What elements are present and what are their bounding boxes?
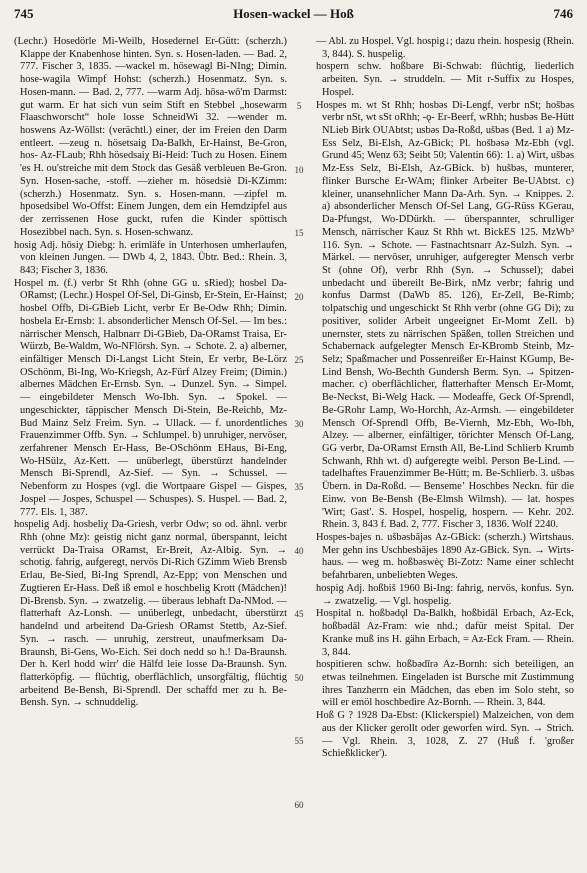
entry-hospig: hospig Adj. hoßbiš 1960 Bi-Ing: fahrig, nervös, konfus. Syn. → zwatzelig. — Vgl. hospelig. bbox=[316, 582, 574, 607]
line-number: 30 bbox=[294, 419, 304, 429]
line-number: 15 bbox=[294, 228, 304, 238]
entry-hospelig: hospelig Adj. hosbeliχ Da-Griesh, verbr Odw; so od. ähnl. verbr Rhh (ohne Mz): geistig nicht ganz normal, überspannt, leicht verrückt Da-Traisa ORamst, Er-Breit, Az-Albig. Syn. → schotig. fahrig, aufgeregt, nervös Di-Rich GZimm Wieb Brensb Erlau, Be-Sied, Bi-Ing Sprendl, Az-Epp; von Menschen und Zugtieren Er-Hass. Deß iß emol e hoschbelig Krott (Mädchen)! Di-Brensb. Syn. → zwatzelig. — überaus lebhaft Da-NMod. — flatterhaft Az-Lonsh. — unüberlegt, unbedacht, überstürzt handelnd und arbeitend Da-Griesh ORamst Stettb, Az-Sief. Syn. → rasch. — unruhig, zerstreut, unaufmerksam Da-Braunsh, Bi-Gens, Wo-Eich. Sei doch nedd so h.! Da-Braunsh. Der h. Kerl hodd wirr' die Hälfd leie losse Da-Braunsh. Syn. flatterköpfig. — flüchtig, oberflächlich, unsorgfältig, flüchtig arbeitend Be-Bensh, Bi-Sprendl. Der schaffd mer zu h. Be-Bensh. Syn. → schnuddelig. bbox=[14, 519, 287, 709]
line-number: 35 bbox=[294, 482, 304, 492]
entry-hospital: Hospital n. hoßbədǫl Da-Balkh, hoßbidāl Erbach, Az-Eck, hoßbədāl Az-Fram: wie nhd.; dafür meist Spital. Der Kranke muß ins H. gähn Erbach, = Az-Eck Fram. — Rhein. 3, 844. bbox=[316, 608, 574, 658]
line-number: 40 bbox=[294, 546, 304, 556]
running-title: Hosen-wackel — Hoß bbox=[233, 6, 354, 21]
entry-hospel-abl: — Abl. zu Hospel. Vgl. hospig↓; dazu rhein. hospesig (Rhein. 3, 844). S. huspelig. bbox=[316, 36, 574, 60]
entry-hosen-wackel: (Lechr.) Hosedörle Mi-Weilb, Hosedernel Er-Gütt: (scherzh.) Klappe der Knabenhose hinten. Syn. s. Hosen-laden. — Bad. 2, 777. Fischer 3, 1835. —wackel m. hösewagl Bi-NIng; Dimin. hose-wagila Wimpf Hohst: (scherzh.) Hosenmatz. Syn. s. Hosen-mann. — Bad. 2, 777. —warm Adj. hōsa-wō'm Darmst: gut warm. Er hat sich vun seim Stift en Stebbel „hosewarm Flaaschworscht“ hole losse Schneid​Wi 32. —wender m. hoswens Az-Wöllst: (verächtl.) einer, der im Freien den Darm entleert. —zeug n. hösetsaig Da-Balkh, Er-Hainst, Be-Gron, hos- Az-FLaub; Rhh hösedsaiχ Bi-Heid: Tuch zu Hosen. Einem 'es H. ou'streiche mit dem Stock das Gesäß verbleuen Be-Gron. Syn. Hosen-sache, -stoff. —zieher m. hösedsiè Di-KZimm: (scherzh.) Hosenmatz. Syn. s. Hosen-mann. —zipfel m. hposedsibel Wo-Offst: Einem Jungen, dem ein Hemdzipfel aus der zerrissenen Hose guckt, rufen die Kinder spöttisch Hosezibbel nach. Syn. s. Hosen-schwanz. bbox=[14, 36, 287, 238]
entry-hospern: hospern schw. hoßbəre Bi-Schwab: flüchtig, liederlich arbeiten. Syn. → struddeln. — Mit r-Suffix zu Hospes, Hospel. bbox=[316, 61, 574, 98]
entry-hoss: Hoß G ? 1928 Da-Ebst: (Klickerspiel) Malzeichen, von dem aus der Klicker gerollt oder geworfen wird. Syn. → Strich. — Vgl. Rhein. 3, 1028, Z. 27 (Huß f. 'großer Schießklicker'). bbox=[316, 710, 574, 760]
line-number: 45 bbox=[294, 609, 304, 619]
line-number: 25 bbox=[294, 355, 304, 365]
entry-hospel: Hospel m. (f.) verbr St Rhh (ohne GG u. sRied); hosbel Da-ORamst; (Lechr.) Hospel Of-Sel, Di-Ginsb, Er-Stein, Er-Hainst; hosbel Offb, Di-GBieb Licht, verbr Er Be-Odw Rhh; Dimin. hosbela Er-Ernsb: 1. absonderlicher Mensch Of-Sel. — Im bes.: närrischer Mensch, Halbnarr Di-GBieb, Da-ORamst Traisa, Er-Würzb, Be-Waldm, Wo-NFlörsh. Syn. → Schote. 2. a) alberner, einfältiger Mensch Di-Langst Licht Stein, Er verbr, Be-Lörz OSchönm, Bi-Ing, Wo-Kriegsh, Az-Fürf Alzey Freim; (Dimin.) albernes Mädchen Er-Ernsb. Syn. → Dunzel. Syn. → Simpel. — eingebildeter Mensch Wo-Ibh. Syn. → Spokel. — ungeschickter, täppischer Mensch Di-Stein, Be-Reichb, Mz-Bud Mainz Selz Freim. Syn. → Ullack. — f. unordentliches Frauenzimmer Offb. Syn. → Schlumpel. b) unruhiger, nervöser, zerfahrener Mensch Er-Hass, Be-OSchönm EHaus, Bi-Eng, Wo-HSülz, Az-Kett. — unüberlegt, überstürzt handelnder Mensch Bi-Sprendl, Az-Sief. — Syn. → Schussel. — Nebenform zu Hospes (vgl. die Wortpaare Gispel — Gispes, Jospel — Jospes, Schuspel — Schuspes). S. Huspel. — Bad. 2, 777. Els. 1, 387. bbox=[14, 277, 287, 518]
line-number: 60 bbox=[294, 800, 304, 810]
entry-hospitieren: hospitieren schw. hoßbədīrə Az-Bornh: sich beteiligen, an etwas teilnehmen. Eingeladen ist Bursche mit Zustimmung ihres Tanzherrn ein Mädchen, das eben im Solo steht, so will er emöl hoschbedire Az-Bornh. — Rhein. 3, 844. bbox=[316, 659, 574, 709]
right-column bbox=[316, 36, 574, 864]
line-number: 50 bbox=[294, 673, 304, 683]
entry-hosig: hosig Adj. hōsiχ Diebg: h. erimläfe in Unterhosen umherlaufen, von kleinen Jungen. — DWb 4, 2, 1843. Übtr. Bed.: Rhein. 3, 843; Fischer 3, 1836. bbox=[14, 239, 287, 276]
line-number: 5 bbox=[296, 101, 302, 111]
entry-hospes: Hospes m. wt St Rhh; hosbəs Di-Lengf, verbr nSt; hošbəs verbr nSt, wt sSt oRhh; -ǫ- Er-Beerf, wRhh; husbəs Be-Hütt NLieb Birk OUAbtst; usbəs Da-Roßd, ušbəs (Bed. 1 a) Mz-Ess Selz, Bi-Elsh, Az-GBick; Pl. hošbəsə Mz-Ebh (vgl. Grund 45; Wenz 63; Seibt 50; Valentin 66): 1. a) Wirt, ušbəs Mz-Ess Selz, Bi-Elsh, Az-GBick. b) hušbəs, munterer, flinker Bursche Er-WAm; flinker Arbeiter Be-UAbtst. c) kleiner, unansehnlicher Mann Da-Arh. Syn. → Knippes. 2. a) absonderlicher Mensch Of-Sel Lang, GG-Rüss KGerau, Da-Pfungst, Wo-DDürkh. — überspannter, schrulliger Mensch, närrischer Kauz St Rhh wt. BickES 125. MzWb³ 116. Syn. → Schote. — Fastnachtsnarr Az-Sulzh. Syn. → Märkel. — nervöser, unruhiger, aufgeregter Mensch verbr St (ohne Of), verbr Rhh (Syn. → Schussel); dabei unbedacht und übereilt Be-Birk, nMz verbr; fahrig und konfus Darmst (DaWb 85. 126), Er-Zell, Be-Rimb; tolpatschig und ungeschickt St Rhh verbr (ohne GG Di); zu positiver, solider Arbeit ungeeignet Er-Momt Zell. b) unernster, stets zu närrischen Späßen, tollen Streichen und Schabernack aufgelegter Mensch Er-KBromb Steinb, Mz-Selz; Spaßmacher und Possenreißer Er-Hainst KGump, Be-Lind Bensh, Wo-Bechth Gundersh Berm. Syn. → Spitzen-macher. c) oberflächlicher, flatterhafter Mensch Er-Momt, Be-Neckst, Bi-Welg Hack. — Modeaffe, Geck Of-Sprendl, Be-GRohr Lamp, Wo-Horchh, Az-Armsh. — eingebildeter Mensch Of-Sprendl Offb, Be-Viernh, Mz-Ebh, Wo-Ibh, Alzey. — alberner, einfältiger, törichter Mensch Of-Lang, GG verbr, Da-ORamst Ernsth All, Be-Lind Schlierb Krumb Schwanh, Rhh wt. d) aufgeregte weibl. Person Be-Lind. — tadelhaftes Frauenzimmer Be-Hütt; m. Be-Schlierb. 3. ušbəs Übern. in Da-Roßd. — Bensemeʼ Hoschbes Neckn. für die Einw. von Be-Bensh (Be-Elmsh Wilmsh). — lat. hospes 'Wirt; Gast'. S. Hospel, hospelig, hospern. — Kehr. 202. Rhein. 3, 843 f. Bad. 2, 777. Fischer 3, 1836. Wolf 2240. bbox=[316, 99, 574, 531]
page-number-left: 745 bbox=[14, 6, 34, 21]
line-number: 55 bbox=[294, 736, 304, 746]
entry-hospes-bajes: Hospes-bajes n. ušbəsbājəs Az-GBick: (scherzh.) Wirtshaus. Mer gehn ins Uschbesbājes 1890 Az-GBick. Syn. → Wirts-haus. — weg m. hoßbəswèç Bi-Zotz: Name einer schlecht befahrbaren, unbeliebten Weges. bbox=[316, 532, 574, 582]
line-number: 20 bbox=[294, 292, 304, 302]
left-column bbox=[14, 36, 287, 864]
page-header bbox=[0, 6, 587, 24]
line-number: 10 bbox=[294, 165, 304, 175]
page-number-right: 746 bbox=[553, 6, 573, 21]
